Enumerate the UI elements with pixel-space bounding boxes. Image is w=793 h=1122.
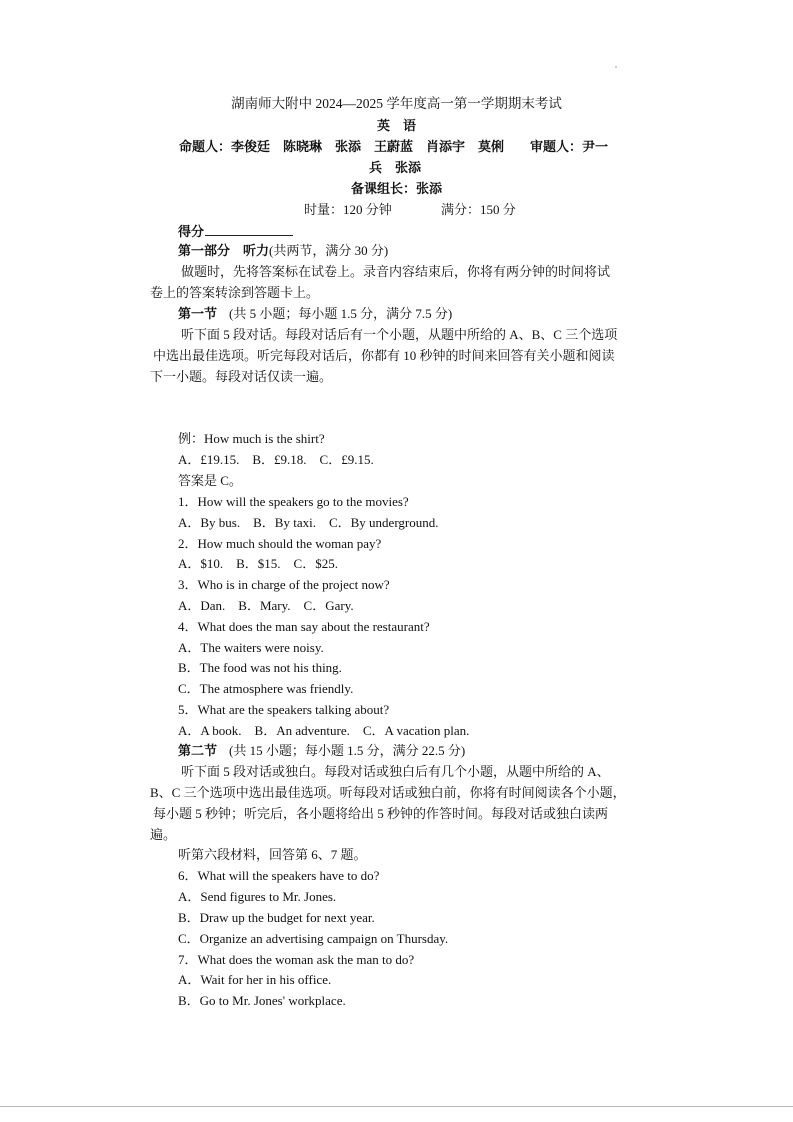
question-7-option-b: B．Go to Mr. Jones' workplace. [178,993,346,1008]
section2-heading-title: 第二节 [178,743,218,758]
question-3: 3．Who is in charge of the project now? [178,577,390,592]
section1-heading [178,305,452,323]
question-1-options: A．By bus. B．By taxi. C．By underground. [178,515,439,530]
section2-instruction-1: 听下面 5 段对话或独白。每段对话或独白后有几个小题，从题中所给的 A、 [181,764,610,779]
question-6-option-a: A．Send figures to Mr. Jones. [178,889,337,904]
subject-title: 英 语 [376,118,416,133]
score-field[interactable] [178,222,293,241]
page-bottom-rule [0,1106,793,1107]
section1-instruction-2: 中选出最佳选项。听完每段对话后，你都有 10 秒钟的时间来回答有关小题和阅读 [153,348,615,363]
material-6-intro: 听第六段材料，回答第 6、7 题。 [178,847,367,862]
time-limit: 时量：120 分钟 [304,202,392,217]
question-4-option-a: A．The waiters were noisy. [178,640,324,655]
question-2: 2．How much should the woman pay? [178,536,382,551]
part1-instruction-1: 做题时，先将答案标在试卷上。录音内容结束后，你将有两分钟的时间将试 [181,264,611,279]
question-7-option-a: A．Wait for her in his office. [178,972,332,987]
question-4-option-c: C．The atmosphere was friendly. [178,681,354,696]
question-2-options: A．$10. B．$15. C．$25. [178,556,338,571]
example-answer: 答案是 C。 [178,473,242,488]
part1-heading [178,242,388,260]
section2-instruction-4: 遍。 [150,827,177,842]
question-4-option-b: B．The food was not his thing. [178,660,342,675]
question-6-option-c: C．Organize an advertising campaign on Thursday. [178,931,449,946]
section1-instruction-3: 下一小题。每段对话仅读一遍。 [150,369,333,384]
score-blank[interactable] [205,222,293,236]
group-leader: 备课组长：张添 [350,181,442,196]
section2-instruction-3: 每小题 5 秒钟；听完后，各小题将给出 5 秒钟的作答时间。每段对话或独白读两 [153,806,609,821]
question-6-option-b: B．Draw up the budget for next year. [178,910,375,925]
question-4: 4．What does the man say about the restaurant? [178,619,430,634]
setters-line-2: 兵 张添 [369,160,422,175]
exam-title: 湖南师大附中 2024—2025 学年度高一第一学期期末考试 [231,96,562,111]
example-options: A．£19.15. B．£9.18. C．£9.15. [178,452,374,467]
question-5: 5．What are the speakers talking about? [178,702,390,717]
part1-heading-title: 第一部分 听力 [178,243,270,258]
question-3-options: A．Dan. B．Mary. C．Gary. [178,598,354,613]
scan-dot [615,66,617,68]
question-1: 1．How will the speakers go to the movies? [178,494,409,509]
question-5-options: A．A book. B．An adventure. C．A vacation plan. [178,723,470,738]
question-7: 7．What does the woman ask the man to do? [178,952,415,967]
part1-instruction-2: 卷上的答案转涂到答题卡上。 [150,285,320,300]
section2-heading-note: (共 15 小题；每小题 1.5 分，满分 22.5 分) [229,743,466,758]
section1-heading-note: (共 5 小题；每小题 1.5 分，满分 7.5 分) [229,306,453,321]
example-question: 例：How much is the shirt? [178,431,325,446]
question-6: 6．What will the speakers have to do? [178,868,380,883]
setters-line-1: 命题人：李俊廷 陈晓琳 张添 王蔚蓝 肖添宇 莫俐 审题人：尹一 [179,139,609,154]
section1-instruction-1: 听下面 5 段对话。每段对话后有一个小题，从题中所给的 A、B、C 三个选项 [181,327,618,342]
section2-instruction-2: B、C 三个选项中选出最佳选项。听每段对话或独白前，你将有时间阅读各个小题， [150,785,626,800]
full-score: 满分：150 分 [441,202,516,217]
part1-heading-note: (共两节，满分 30 分) [269,243,389,258]
section2-heading [178,742,465,760]
score-label: 得分 [178,224,205,239]
section1-heading-title: 第一节 [178,306,218,321]
